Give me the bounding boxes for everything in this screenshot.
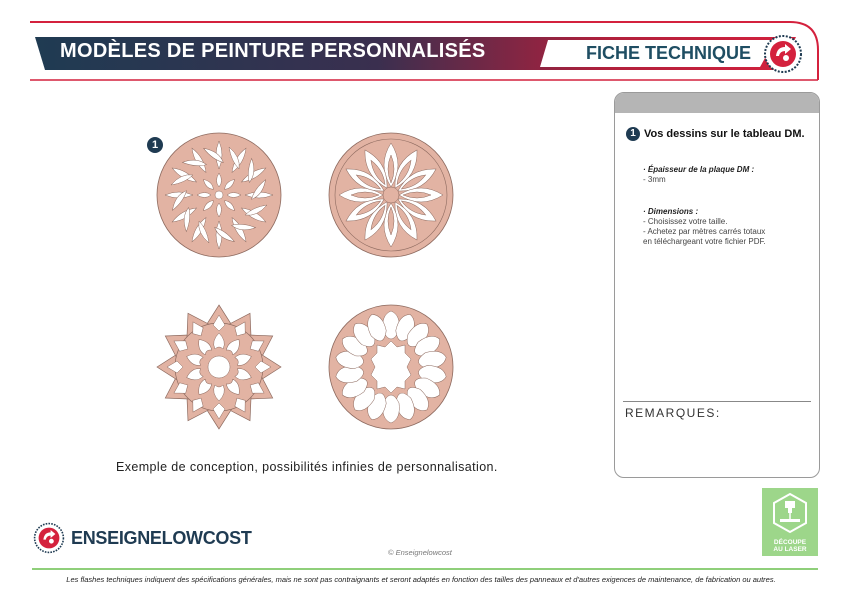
dimensions-line-3: en téléchargeant votre fichier PDF. xyxy=(643,237,766,246)
rosette-design-1 xyxy=(154,130,284,260)
figure-caption: Exemple de conception, possibilités infinies de personnalisation. xyxy=(116,460,498,474)
thickness-spec xyxy=(643,165,754,185)
dimensions-label: · Dimensions : xyxy=(643,207,699,216)
laser-hexagon-icon xyxy=(762,488,818,538)
panel-number-badge: 1 xyxy=(626,127,640,141)
info-panel xyxy=(614,92,820,478)
laser-label-line-1: DÉCOUPE xyxy=(773,539,807,546)
laser-cut-badge xyxy=(762,488,818,556)
copyright-text: © Enseignelowcost xyxy=(388,548,452,557)
remarks-label: REMARQUES: xyxy=(625,406,721,420)
figure-number-badge: 1 xyxy=(147,137,163,153)
panel-title-text: Vos dessins sur le tableau DM. xyxy=(644,128,805,140)
page-title: MODÈLES DE PEINTURE PERSONNALISÉS xyxy=(60,40,486,62)
laser-cut-label xyxy=(762,539,818,553)
dimensions-line-2: - Achetez par mètres carrés totaux xyxy=(643,227,766,236)
footer-divider xyxy=(32,568,818,570)
dimensions-spec xyxy=(643,207,766,247)
panel-title xyxy=(626,127,805,141)
brand-footer-logo xyxy=(33,522,252,554)
brand-mark-icon xyxy=(33,522,65,554)
brand-logo-icon xyxy=(763,34,803,74)
rosette-design-4 xyxy=(326,302,456,432)
dimensions-line-1: - Choisissez votre taille. xyxy=(643,217,728,226)
fiche-technique-label: FICHE TECHNIQUE xyxy=(586,43,752,63)
brand-name: ENSEIGNELOWCOST xyxy=(71,527,252,548)
laser-label-line-2: AU LASER xyxy=(773,546,807,553)
thickness-value: - 3mm xyxy=(643,175,666,184)
rosette-design-2 xyxy=(326,130,456,260)
footer-disclaimer: Les flashes techniques indiquent des spécifications générales, mais ne sont pas contraignants et seront adaptés en fonction des tailles des panneaux et d'autres exigences de maintenance, de fabrication ou autres. xyxy=(66,575,776,584)
rosette-design-3 xyxy=(154,302,284,432)
panel-header xyxy=(615,93,819,113)
remarks-divider xyxy=(623,401,811,402)
thickness-label: · Épaisseur de la plaque DM : xyxy=(643,165,755,174)
